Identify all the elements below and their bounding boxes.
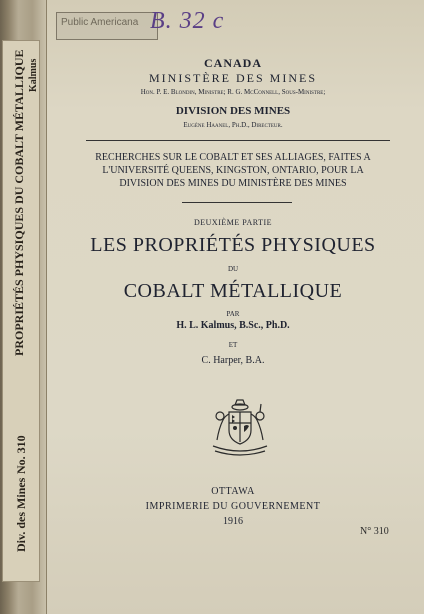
title-rule: [182, 202, 292, 203]
title-line-1: LES PROPRIÉTÉS PHYSIQUES: [90, 234, 376, 256]
royal-arms-crest: [207, 396, 273, 458]
title-du: DU: [227, 265, 239, 273]
et-label: ET: [228, 341, 238, 349]
publisher-year: 1916: [223, 516, 243, 527]
handwritten-shelfmark: B. 32 c: [150, 8, 225, 34]
spine-title: PROPRIÉTÉS PHYSIQUES DU COBALT MÉTALLIQUE: [12, 49, 26, 356]
publisher-printer: IMPRIMERIE DU GOUVERNEMENT: [145, 501, 321, 512]
part-label: DEUXIÈME PARTIE: [193, 218, 273, 227]
header-country: CANADA: [204, 56, 262, 70]
spine-series: Div. des Mines: [14, 477, 28, 552]
spine-number: No. 310: [14, 435, 28, 474]
header-rule: [86, 140, 390, 141]
research-note-line-2: L'UNIVERSITÉ QUEENS, KINGSTON, ONTARIO, POUR LA: [102, 165, 364, 176]
header-ministers: Hon. P. E. Blondin, Ministre; R. G. McConnell, Sous-Ministre;: [140, 88, 326, 96]
header-director: Eugène Haanel, Ph.D., Directeur.: [183, 121, 283, 129]
library-stamp: Public Americana: [56, 12, 158, 40]
par-label: PAR: [226, 310, 240, 318]
research-note-line-3: DIVISION DES MINES DU MINISTÈRE DES MINES: [119, 178, 347, 189]
header-ministry: MINISTÈRE DES MINES: [148, 71, 317, 85]
publisher-city: OTTAWA: [211, 486, 255, 497]
author-2: C. Harper, B.A.: [201, 355, 265, 366]
header-division: DIVISION DES MINES: [175, 105, 291, 117]
author-1: H. L. Kalmus, B.Sc., Ph.D.: [176, 320, 290, 331]
book-spine: [0, 0, 47, 614]
publication-number: N° 310: [360, 526, 389, 537]
spine-top-text: Kalmus: [28, 58, 39, 92]
title-line-2: COBALT MÉTALLIQUE: [123, 280, 343, 302]
research-note-line-1: RECHERCHES SUR LE COBALT ET SES ALLIAGES, FAITES A: [95, 152, 371, 163]
